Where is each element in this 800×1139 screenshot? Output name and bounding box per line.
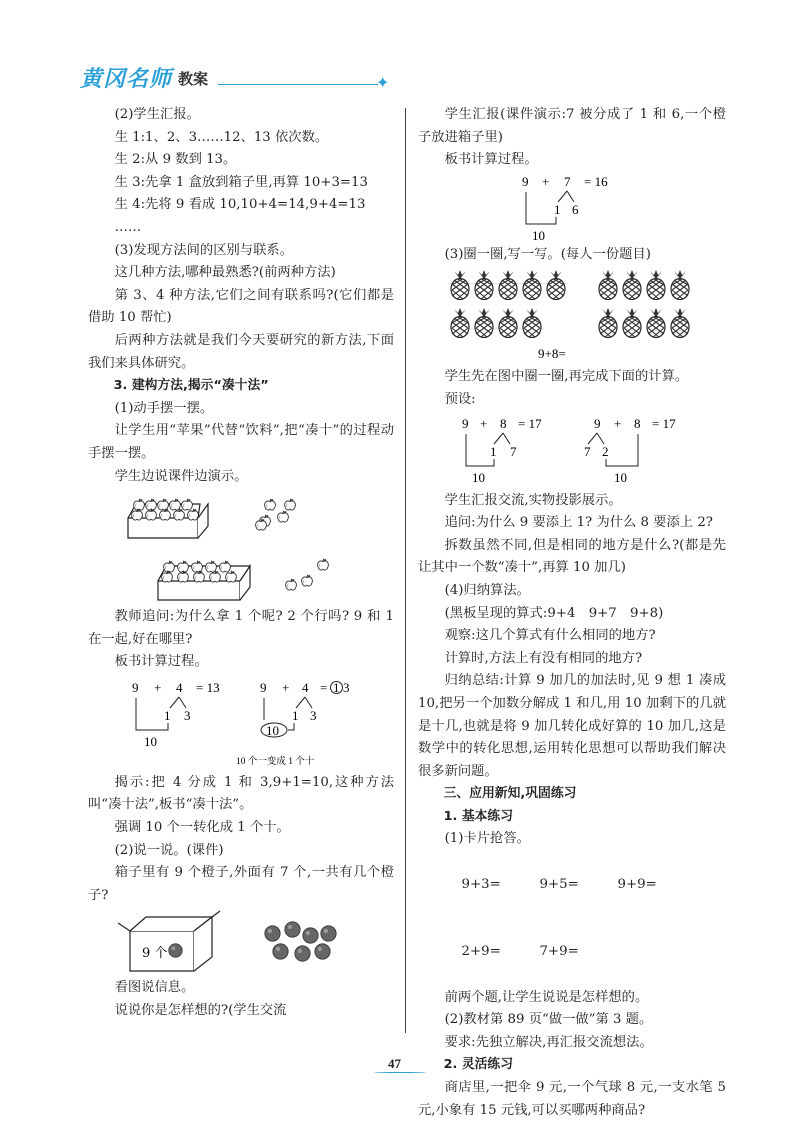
svg-text:9: 9 xyxy=(594,415,601,431)
paragraph: 揭示:把 4 分成 1 和 3,9+1=10,这种方法叫“凑十法”,板书“凑十法”。 xyxy=(88,774,394,813)
svg-text:1: 1 xyxy=(333,679,340,695)
svg-text:+: + xyxy=(282,679,290,695)
paragraph: 生 1:1、2、3……12、13 依次数。 xyxy=(114,129,329,145)
paragraph: 板书计算过程。 xyxy=(114,654,208,670)
svg-text:= 13: = 13 xyxy=(196,679,220,695)
box-label: 9 个 xyxy=(142,946,168,962)
subsection-heading: 2. 灵活练习 xyxy=(443,1057,514,1073)
paragraph: 教师追问:为什么拿 1 个呢? 2 个行吗? 9 和 1 在一起,好在哪里? xyxy=(88,609,394,647)
subsection-heading: 1. 基本练习 xyxy=(443,808,514,824)
svg-text:3: 3 xyxy=(184,707,191,723)
paragraph: 说说你是怎样想的?(学生交流 xyxy=(114,1003,287,1019)
svg-text:4: 4 xyxy=(176,679,183,695)
paragraph: 学生汇报(课件演示:7 被分成了 1 和 6,一个橙子放进箱子里) xyxy=(418,107,726,145)
card-question: 7+9= xyxy=(539,944,579,960)
calc-figure-9-plus-7 xyxy=(418,172,718,244)
paragraph: 观察:这几个算式有什么相同的地方? xyxy=(444,628,656,644)
svg-text:7: 7 xyxy=(510,443,517,459)
paragraph: 箱子里有 9 个橙子,外面有 7 个,一共有几个橙子? xyxy=(88,865,394,903)
pineapple-group-nine xyxy=(451,270,565,338)
paragraph: (2)说一说。(课件) xyxy=(114,842,224,858)
paragraph: 前两个题,让学生说说是怎样想的。 xyxy=(444,989,649,1005)
section-heading: 三、应用新知,巩固练习 xyxy=(443,786,577,802)
brand-logo: 黄冈名师 xyxy=(80,67,173,92)
paragraph: (2)学生汇报。 xyxy=(114,107,200,122)
card-row xyxy=(418,851,726,919)
svg-text:3: 3 xyxy=(343,679,350,695)
svg-text:10: 10 xyxy=(614,469,627,485)
paragraph: (黑板呈现的算式:9+4 9+7 9+8) xyxy=(444,605,664,621)
svg-text:=: = xyxy=(320,679,328,695)
svg-text:+: + xyxy=(480,415,488,431)
card-question: 2+9= xyxy=(461,944,501,960)
paragraph: 预设: xyxy=(444,391,476,407)
paragraph: 看图说信息。 xyxy=(114,980,195,996)
paragraph: 学生汇报交流,实物投影展示。 xyxy=(444,492,622,508)
svg-text:10: 10 xyxy=(266,722,279,738)
equation-split-b xyxy=(260,680,350,738)
svg-text:1: 1 xyxy=(490,443,497,459)
paragraph: 追问:为什么 9 要添上 1? 为什么 8 要添上 2? xyxy=(444,515,713,531)
svg-text:4: 4 xyxy=(302,679,309,695)
calc-figure-9-plus-8 xyxy=(418,412,718,490)
svg-text:9: 9 xyxy=(260,679,267,695)
paragraph: (3)圈一圈,写一写。(每人一份题目) xyxy=(444,246,651,262)
svg-text:+: + xyxy=(154,679,162,695)
paragraph: 这几种方法,哪种最熟悉?(前两种方法) xyxy=(114,265,336,281)
paragraph: 计算时,方法上有没有相同的地方? xyxy=(444,650,643,666)
paragraph: 后两种方法就是我们今天要研究的新方法,下面我们来具体研究。 xyxy=(88,332,394,371)
svg-text:= 17: = 17 xyxy=(518,415,542,431)
column-divider xyxy=(405,108,406,1033)
svg-text:9: 9 xyxy=(522,173,529,189)
paragraph: 要求:先独立解决,再汇报交流想法。 xyxy=(444,1034,653,1050)
orange-box xyxy=(118,911,220,971)
svg-text:9: 9 xyxy=(132,679,139,695)
paragraph: 归纳总结:计算 9 加几的加法时,见 9 想 1 凑成 10,把另一个加数分解成 1 和几,用 10 加剩下的几就是十几,也就是将 9 加几转化成好算的 10 加几,这是数学中的转化思想,运用转化思想可以帮助我们解决很多新问题。 xyxy=(418,673,726,779)
paragraph: (3)发现方法间的区别与联系。 xyxy=(114,242,293,258)
paragraph: 商店里,一把伞 9 元,一个气球 8 元,一支水笔 5 元,小象有 15 元钱,可以买哪两种商品? xyxy=(418,1080,726,1118)
equation-split-d xyxy=(462,416,542,485)
pineapple-equation: 9+8= xyxy=(538,346,566,362)
pineapple-figure xyxy=(418,266,718,366)
calc-figure-9-plus-4 xyxy=(88,674,388,772)
page-number-underline xyxy=(374,1072,426,1073)
svg-text:7: 7 xyxy=(564,173,571,189)
svg-text:+: + xyxy=(542,173,550,189)
svg-text:10: 10 xyxy=(532,227,545,243)
equation-split-c xyxy=(522,174,608,243)
apple-box-figure xyxy=(88,488,388,606)
pineapple-group-eight xyxy=(599,270,689,338)
svg-text:8: 8 xyxy=(634,415,641,431)
header-subtitle: 教案 xyxy=(178,70,209,88)
card-row xyxy=(418,919,726,987)
svg-text:= 17: = 17 xyxy=(652,415,676,431)
paragraph: 学生边说课件边演示。 xyxy=(114,468,248,484)
svg-text:8: 8 xyxy=(500,415,507,431)
right-column xyxy=(418,104,726,1122)
paragraph: 生 3:先拿 1 盒放到箱子里,再算 10+3=13 xyxy=(114,174,368,190)
equation-split-a xyxy=(132,680,220,749)
svg-text:6: 6 xyxy=(572,201,579,217)
svg-text:1: 1 xyxy=(554,201,561,217)
header-rule xyxy=(218,84,378,85)
paragraph: (2)教材第 89 页“做一做”第 3 题。 xyxy=(444,1012,653,1028)
paragraph: …… xyxy=(114,219,142,235)
equation-split-e xyxy=(584,416,676,485)
svg-text:2: 2 xyxy=(602,443,609,459)
svg-text:10: 10 xyxy=(144,733,157,749)
svg-text:= 16: = 16 xyxy=(584,173,608,189)
svg-text:3: 3 xyxy=(310,707,317,723)
paragraph: 生 2:从 9 数到 13。 xyxy=(114,152,237,168)
svg-text:+: + xyxy=(614,415,622,431)
orange-box-figure xyxy=(88,907,388,977)
svg-text:9: 9 xyxy=(462,415,469,431)
svg-text:7: 7 xyxy=(584,443,591,459)
paragraph: (1)动手摆一摆。 xyxy=(114,400,214,416)
paragraph: 拆数虽然不同,但是相同的地方是什么?(都是先让其中一个数“凑十”,再算 10 加几) xyxy=(418,537,726,576)
apple-tray-top xyxy=(128,499,295,538)
paragraph: 生 4:先将 9 看成 10,10+4=14,9+4=13 xyxy=(114,197,366,213)
paragraph: 板书计算过程。 xyxy=(444,152,538,168)
paragraph: 让学生用“苹果”代替“饮料”,把“凑十”的过程动手摆一摆。 xyxy=(88,423,394,461)
sparkle-icon: ✦ xyxy=(376,73,390,92)
card-question: 9+9= xyxy=(617,876,657,892)
paragraph: 第 3、4 种方法,它们之间有联系吗?(它们都是借助 10 帮忙) xyxy=(88,287,394,326)
page-number: 47 xyxy=(388,1056,401,1071)
section-heading: 3. 建构方法,揭示“凑十法” xyxy=(113,378,269,394)
svg-text:10: 10 xyxy=(472,469,485,485)
left-column xyxy=(88,104,394,1023)
svg-text:1: 1 xyxy=(164,707,171,723)
paragraph: 学生先在图中圈一圈,再完成下面的计算。 xyxy=(444,369,689,385)
figure-caption: 10 个一变成 1 个十 xyxy=(236,756,315,767)
paragraph: (4)归纳算法。 xyxy=(444,582,530,598)
card-question: 9+3= xyxy=(461,876,501,892)
paragraph: (1)卡片抢答。 xyxy=(444,831,530,847)
page-header xyxy=(80,62,390,96)
apple-tray-bottom xyxy=(158,559,328,600)
svg-text:1: 1 xyxy=(292,707,299,723)
paragraph: 强调 10 个一转化成 1 个十。 xyxy=(114,820,290,836)
card-question: 9+5= xyxy=(539,876,579,892)
loose-oranges xyxy=(265,922,336,961)
